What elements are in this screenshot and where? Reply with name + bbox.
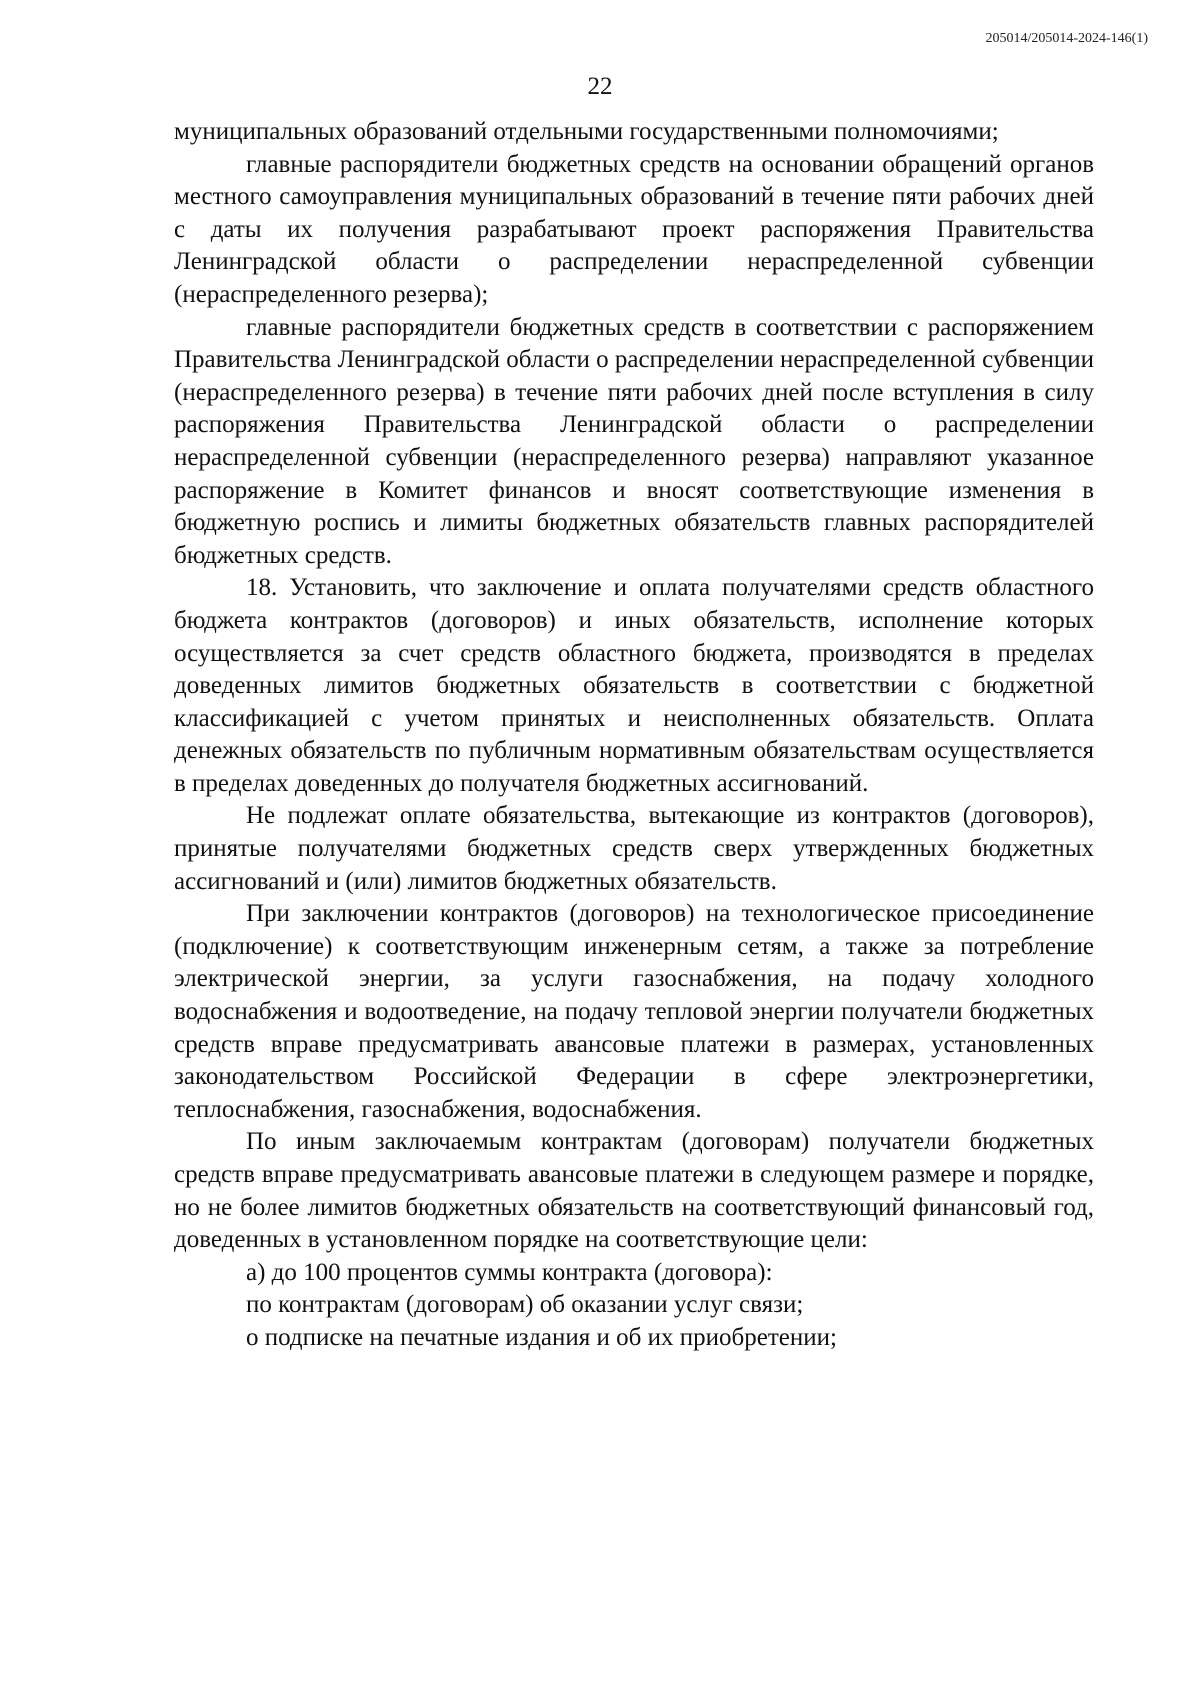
paragraph-item-18: 18. Установить, что заключение и оплата получателями средств областного бюджета контрактов (договоров) и иных обязательств, исполнение которых осуществляется за счет средств областного бюджета, производятся в пределах доведенных лимитов бюджетных обязательств в соответствии с бюджетной классификацией с учетом принятых и неисполненных обязательств. Оплата денежных обязательств по публичным нормативным обязательствам осуществляется в пределах доведенных до получателя бюджетных ассигнований. (174, 574, 1094, 797)
paragraph-not-payable: Не подлежат оплате обязательства, вытекающие из контрактов (договоров), принятые получателями бюджетных средств сверх утвержденных бюджетных ассигнований и (или) лимитов бюджетных обязательств. (174, 802, 1094, 895)
list-item-communication-services: по контрактам (договорам) об оказании услуг связи; (246, 1291, 804, 1319)
list-item-subscriptions: о подписке на печатные издания и об их приобретении; (246, 1323, 837, 1351)
page-number: 22 (587, 73, 613, 100)
paragraph-draft-order: главные распорядители бюджетных средств на основании обращений органов местного самоуправления муниципальных образований в течение пяти рабочих дней с даты их получения разрабатывают проект распоряжения Правительства Ленинградской области о распределении нераспределенной субвенции (нераспределенного резерва); (174, 150, 1094, 308)
paragraph-other-contracts: По иным заключаемым контрактам (договорам) получатели бюджетных средств вправе предусматривать авансовые платежи в следующем размере и порядке, но не более лимитов бюджетных обязательств на соответствующий финансовый год, доведенных в установленном порядке на соответствующие цели: (174, 1128, 1094, 1254)
paragraph-continuation: муниципальных образований отдельными государственными полномочиями; (174, 118, 999, 145)
document-body (174, 116, 1094, 1355)
document-id: 205014/205014-2024-146(1) (985, 31, 1148, 46)
paragraph-budget-changes: главные распорядители бюджетных средств в соответствии с распоряжением Правительства Ленинградской области о распределении нераспределенной субвенции (нераспределенного резерва) в течение пяти рабочих дней после вступления в силу распоряжения Правительства Ленинградской области о распределении нераспределенной субвенции (нераспределенного резерва) направляют указанное распоряжение в Комитет финансов и вносят соответствующие изменения в бюджетную роспись и лимиты бюджетных обязательств главных распорядителей бюджетных средств. (174, 313, 1094, 569)
paragraph-utility-advances: При заключении контрактов (договоров) на технологическое присоединение (подключение) к соответствующим инженерным сетям, а также за потребление электрической энергии, за услуги газоснабжения, на подачу холодного водоснабжения и водоотведение, на подачу тепловой энергии получатели бюджетных средств вправе предусматривать авансовые платежи в размерах, установленных законодательством Российской Федерации в сфере электроэнергетики, теплоснабжения, газоснабжения, водоснабжения. (174, 900, 1094, 1123)
list-item-a: а) до 100 процентов суммы контракта (договора): (246, 1258, 773, 1286)
